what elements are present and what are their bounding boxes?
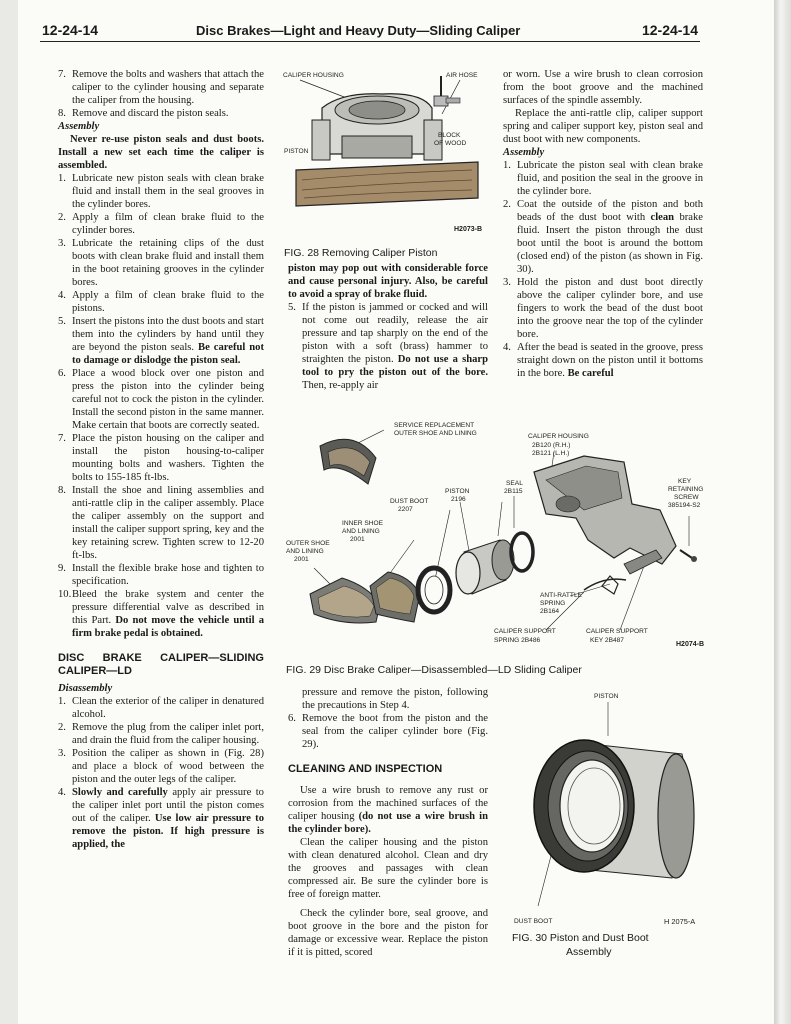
cleaning-para-3: Check the cylinder bore, seal groove, and boot groove in the bore and the piston for damage or excessive wear. Replace the piston if it is pitted, scored (288, 908, 488, 958)
assembly-step-10: 10. Bleed the brake system and center the pressure differential valve as described in this Part. Do not move the vehicle until a firm brake pedal is obtained. (58, 589, 264, 639)
page-title: Disc Brakes—Light and Heavy Duty—Sliding Caliper (196, 23, 521, 38)
assembly-step-6: 6. Place a wood block over one piston and press the piston into the cylinder being careful not to cock the piston in the cylinder. Install the second piston in the same manner. Make certain that boots are correctly seated. (58, 368, 264, 431)
fig29-label-key-4: 385194-S2 (668, 502, 701, 509)
fig28-label-of-wood: OF WOOD (434, 140, 467, 147)
fig29-label-anti-3: 2B164 (540, 608, 560, 615)
section-heading: DISC BRAKE CALIPER—SLIDING CALIPER—LD (58, 652, 264, 677)
fig30-caption-1: FIG. 30 Piston and Dust Boot (512, 932, 649, 944)
fig30-illustration (512, 692, 708, 914)
fig29-label-ch-rh: 2B120 (R.H.) (532, 442, 571, 449)
fig29-label-anti-2: SPRING (540, 600, 566, 607)
assembly-step-5: 5. Insert the pistons into the dust boots and start them into the cylinders by hand until they are beyond the piston seals. Be careful not to damage or dislodge the piston seal. (58, 316, 264, 366)
disassembly-step-4: 4. Slowly and carefully apply air pressure to the caliper inlet port until the piston comes out of the caliper. Use low air pressure to remove the piston. If high pressure is applied, the (58, 787, 264, 850)
page-edge (774, 0, 791, 1024)
cleaning-para-2: Clean the caliper housing and the piston with clean denatured alcohol. Clean and dry the grooves and passages with clean compressed air. Be sure the cylinder bore is free of foreign matter. (288, 837, 488, 900)
fig29-label-key-2: RETAINING (668, 486, 704, 493)
disassembly-step-5: 5. If the piston is jammed or cocked and will not come out readily, release the air pressure and tap sharply on the end of the piston with a soft (brass) hammer to straighten the piston. Do not use a sharp tool to pry the piston out of the bore. Then, re-apply air (288, 302, 488, 391)
fig28-label-air-hose: AIR HOSE (446, 72, 478, 79)
assembly-step-3: 3. Lubricate the retaining clips of the dust boots with clean brake fluid and install them in the boot retaining grooves in the cylinder bores. (58, 238, 264, 288)
fig29-label-outer-1: OUTER SHOE (286, 540, 330, 547)
fig28-number: H2073-B (454, 226, 483, 233)
disassembly-step-2: 2. Remove the plug from the caliper inlet port, and drain the fluid from the caliper housing. (58, 722, 264, 746)
assembly-step-9: 9. Install the flexible brake hose and tighten to specification. (58, 563, 264, 587)
piston-assembly-step-2: 2. Coat the outside of the piston and both beads of the dust boot with clean brake fluid. Insert the piston through the dust boot until the boot is around the bottom (closed end) of the piston (as shown in Fig. 30). (503, 199, 703, 275)
step-5-continued: pressure and remove the piston, following the precautions in Step 4. (302, 687, 488, 711)
column-1 (58, 68, 264, 851)
step-7: 7. Remove the bolts and washers that attach the caliper to the cylinder housing and separate the caliper from the housing. (58, 69, 264, 106)
cleaning-heading: CLEANING AND INSPECTION (288, 763, 443, 775)
fig29-label-supkey-1: CALIPER SUPPORT (586, 628, 648, 635)
assembly-warning: Never re-use piston seals and dust boots. Install a new set each time the caliper is assembled. (58, 134, 264, 171)
assembly-step-2: 2. Apply a film of clean brake fluid to the cylinder bores. (58, 212, 264, 236)
fig29-label-ch-lh: 2B121 (L.H.) (532, 450, 570, 457)
page-header (40, 18, 700, 42)
fig30-number: H 2075-A (664, 917, 696, 926)
disassembly-heading: Disassembly (58, 683, 113, 694)
fig29-label-boot-2: 2207 (398, 506, 413, 513)
fig30-label-piston: PISTON (594, 693, 619, 700)
fig29-label-inner-1: INNER SHOE (342, 520, 384, 527)
fig29-label-anti-1: ANTI-RATTLE (540, 592, 583, 599)
assembly-step-1: 1. Lubricate new piston seals with clean brake fluid and install them in the seal grooves in the cylinder bores. (58, 173, 264, 210)
fig29-label-spring-2: SPRING 2B486 (494, 637, 541, 644)
fig29-caption: FIG. 29 Disc Brake Caliper—Disassembled—LD Sliding Caliper (286, 664, 582, 676)
replace-paragraph: Replace the anti-rattle clip, caliper support spring and caliper support key, piston seal and dust boot with new components. (503, 108, 703, 145)
fig29-label-service-2: OUTER SHOE AND LINING (394, 430, 477, 437)
column-3 (503, 68, 703, 380)
fig29-label-outer-2: AND LINING (286, 548, 324, 555)
step-8: 8. Remove and discard the piston seals. (58, 108, 229, 119)
assembly-step-8: 8. Install the shoe and lining assemblies and anti-rattle clip in the caliper assembly. Place the caliper assembly on the support and install the caliper support spring, key and the key retaining screw. Tighten screw to 12-20 ft-lbs. (58, 485, 264, 561)
fig30-caption-2: Assembly (566, 946, 612, 958)
fig29-label-key-3: SCREW (674, 494, 699, 501)
piston-assembly-heading: Assembly (503, 147, 545, 158)
fig29-label-spring-1: CALIPER SUPPORT (494, 628, 556, 635)
fig28-label-piston: PISTON (284, 148, 309, 155)
fig29-label-supkey-2: KEY 2B487 (590, 637, 624, 644)
assembly-step-4: 4. Apply a film of clean brake fluid to the pistons. (58, 290, 264, 314)
fig28-illustration (282, 70, 492, 230)
disassembly-step-6: 6. Remove the boot from the piston and the seal from the caliper cylinder bore (Fig. 29). (288, 713, 488, 750)
fig29-label-inner-3: 2001 (350, 536, 365, 543)
piston-assembly-step-4: 4. After the bead is seated in the groove, press straight down on the piston until it bottoms in the bore. Be careful (503, 342, 703, 379)
column-2-lower (288, 686, 488, 959)
disassembly-step-1: 1. Clean the exterior of the caliper in denatured alcohol. (58, 696, 264, 720)
fig29-label-piston-1: PISTON (445, 488, 470, 495)
fig29-label-piston-2: 2196 (451, 496, 466, 503)
column-2-upper (288, 262, 488, 392)
fig29-number: H2074-B (676, 641, 705, 648)
cleaning-continued: or worn. Use a wire brush to clean corrosion from the boot groove and the machined surfaces of the spindle assembly. (503, 69, 703, 106)
fig29-label-boot-1: DUST BOOT (390, 498, 429, 505)
fig28-caption: FIG. 28 Removing Caliper Piston (284, 247, 438, 259)
assembly-step-7: 7. Place the piston housing on the caliper and install the piston housing-to-caliper mounting bolts and washers. Tighten the bolts to 155-185 ft-lbs. (58, 433, 264, 483)
fig28-label-caliper-housing: CALIPER HOUSING (283, 72, 344, 79)
assembly-heading: Assembly (58, 121, 100, 132)
piston-assembly-step-1: 1. Lubricate the piston seal with clean brake fluid, and position the seal in the groove in the cylinder bore. (503, 160, 703, 197)
fig29-label-outer-3: 2001 (294, 556, 309, 563)
fig29-label-caliper-housing: CALIPER HOUSING (528, 433, 589, 440)
fig30-label-dust-boot: DUST BOOT (514, 918, 553, 925)
page-number-left: 12-24-14 (42, 22, 99, 38)
fig29-label-inner-2: AND LINING (342, 528, 380, 535)
warning-continued: piston may pop out with considerable force and cause personal injury. Also, be careful to avoid a spray of brake fluid. (288, 263, 488, 300)
fig29-label-key-1: KEY (678, 478, 692, 485)
fig29-label-seal-1: SEAL (506, 480, 523, 487)
piston-assembly-step-3: 3. Hold the piston and dust boot directly above the caliper cylinder bore, and use fingers to work the bead of the dust boot into the groove near the top of the cylinder bore. (503, 277, 703, 340)
page-number-right: 12-24-14 (641, 22, 698, 38)
fig28-label-block: BLOCK (438, 132, 461, 139)
cleaning-para-1: Use a wire brush to remove any rust or corrosion from the machined surfaces of the caliper housing (do not use a wire brush in the cylinder bore). (288, 785, 488, 835)
disassembly-step-3: 3. Position the caliper as shown in (Fig. 28) and place a block of wood between the piston and the outer legs of the caliper. (58, 748, 264, 785)
fig29-label-seal-2: 2B115 (504, 488, 523, 495)
fig29-label-service-1: SERVICE REPLACEMENT (394, 422, 475, 429)
